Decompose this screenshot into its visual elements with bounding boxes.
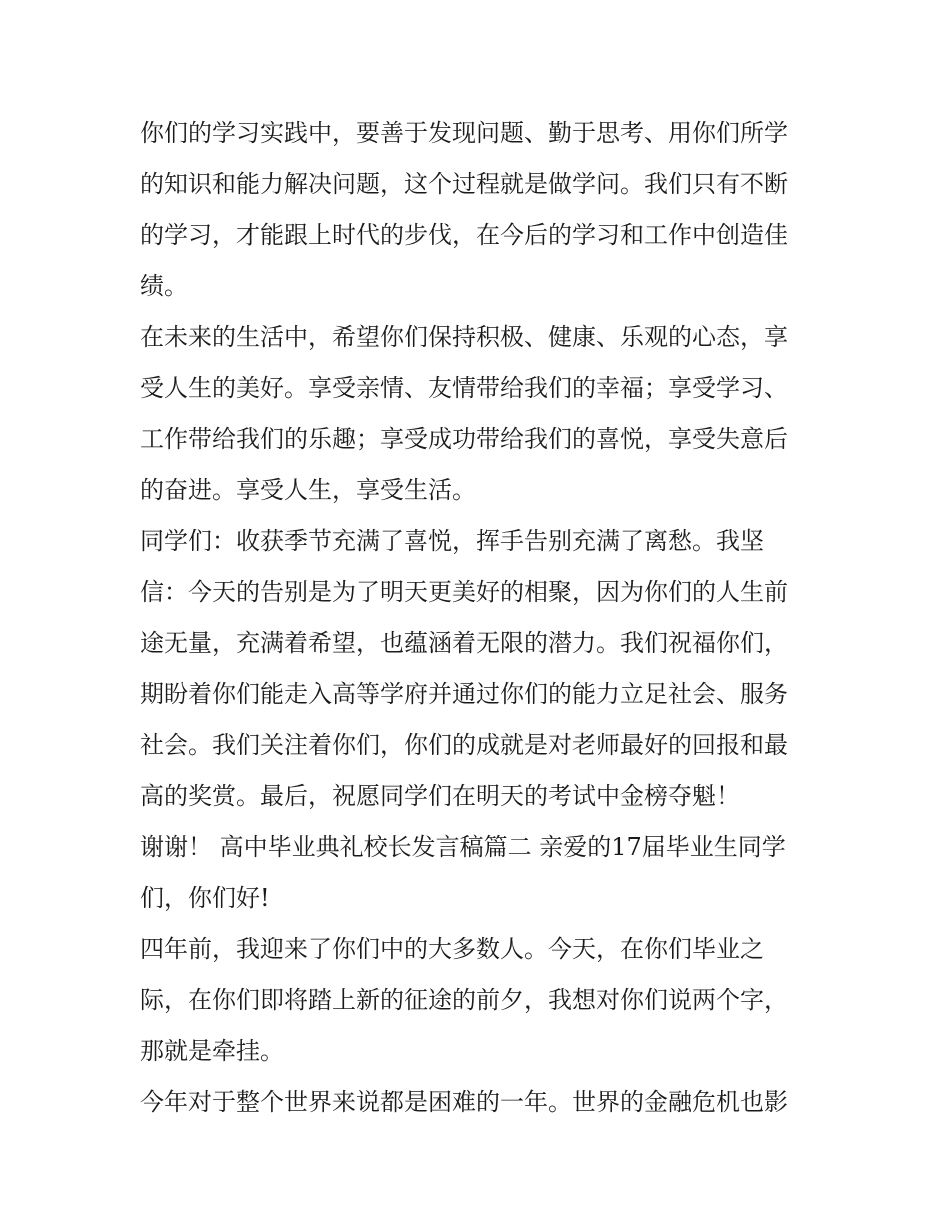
text-line: 社会。我们关注着你们，你们的成就是对老师最好的回报和最	[140, 731, 788, 759]
paragraph-life	[140, 312, 820, 516]
paragraph-this-year	[140, 1077, 820, 1128]
text-line: 受人生的美好。享受亲情、友情带给我们的幸福；享受学习、	[140, 374, 788, 402]
text-line: 在未来的生活中，希望你们保持积极、健康、乐观的心态，享	[140, 323, 788, 351]
text-line: 的知识和能力解决问题，这个过程就是做学问。我们只有不断	[140, 170, 788, 198]
text-line: 的奋进。享受人生，享受生活。	[140, 476, 476, 504]
text-line: 四年前，我迎来了你们中的大多数人。今天，在你们毕业之	[140, 935, 764, 963]
text-line: 际，在你们即将踏上新的征途的前夕，我想对你们说两个字，	[140, 986, 788, 1014]
text-line: 工作带给我们的乐趣；享受成功带给我们的喜悦，享受失意后	[140, 425, 788, 453]
paragraph-four-years	[140, 924, 820, 1077]
paragraph-farewell	[140, 516, 820, 822]
text-line: 途无量，充满着希望，也蕴涵着无限的潜力。我们祝福你们，	[140, 629, 788, 657]
text-line: 绩。	[140, 272, 188, 300]
text-line: 高的奖赏。最后，祝愿同学们在明天的考试中金榜夺魁！	[140, 782, 740, 810]
document-body	[140, 108, 820, 1128]
text-line: 们，你们好!	[140, 884, 270, 912]
paragraph-thanks	[140, 822, 820, 924]
text-line: 同学们：收获季节充满了喜悦，挥手告别充满了离愁。我坚	[140, 527, 764, 555]
text-line: 那就是牵挂。	[140, 1037, 284, 1065]
paragraph-study	[140, 108, 820, 312]
text-line: 谢谢！ 高中毕业典礼校长发言稿篇二 亲爱的17届毕业生同学	[140, 833, 786, 861]
text-line: 的学习，才能跟上时代的步伐，在今后的学习和工作中创造佳	[140, 221, 788, 249]
text-line: 期盼着你们能走入高等学府并通过你们的能力立足社会、服务	[140, 680, 788, 708]
text-line: 信：今天的告别是为了明天更美好的相聚，因为你们的人生前	[140, 578, 788, 606]
text-line: 今年对于整个世界来说都是困难的一年。世界的金融危机也影	[140, 1088, 788, 1116]
text-line: 你们的学习实践中，要善于发现问题、勤于思考、用你们所学	[140, 119, 788, 147]
